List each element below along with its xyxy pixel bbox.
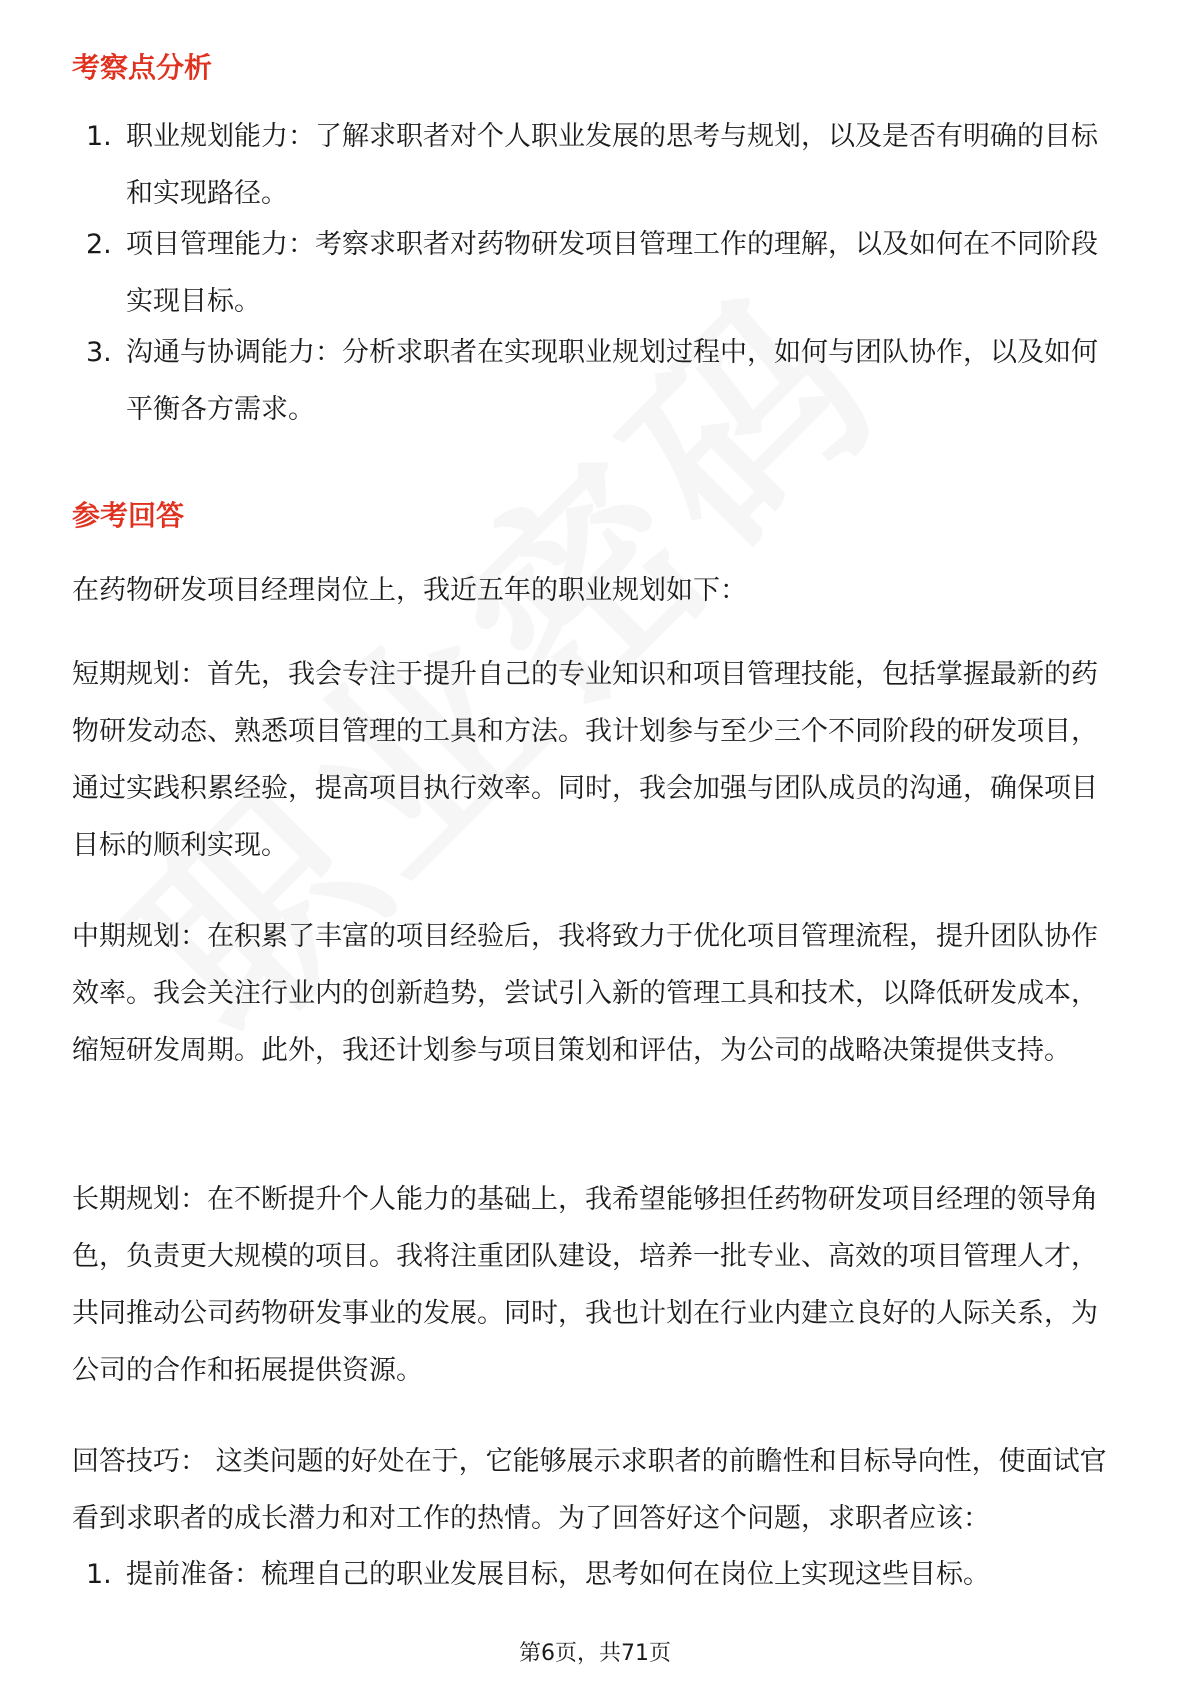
analysis-item-2 — [72, 216, 1122, 330]
list-text: 提前准备：梳理自己的职业发展目标，思考如何在岗位上实现这些目标。 — [126, 1559, 990, 1590]
list-number: 1. — [86, 1559, 112, 1590]
analysis-heading: 考察点分析 — [72, 51, 213, 84]
short-term-paragraph: 短期规划：首先，我会专注于提升自己的专业知识和项目管理技能，包括掌握最新的药物研发动态、熟悉项目管理的工具和方法。我计划参与至少三个不同阶段的研发项目，通过实践积累经验，提高项目执行效率。同时，我会加强与团队成员的沟通，确保项目目标的顺利实现。 — [72, 659, 1098, 861]
list-number: 2. — [86, 229, 112, 260]
list-text: 职业规划能力：了解求职者对个人职业发展的思考与规划，以及是否有明确的目标和实现路径。 — [126, 121, 1098, 209]
list-number: 3. — [86, 337, 112, 368]
answer-heading: 参考回答 — [72, 499, 185, 532]
mid-term-paragraph: 中期规划：在积累了丰富的项目经验后，我将致力于优化项目管理流程，提升团队协作效率。我会关注行业内的创新趋势，尝试引入新的管理工具和技术，以降低研发成本，缩短研发周期。此外，我还计划参与项目策划和评估，为公司的战略决策提供支持。 — [72, 921, 1098, 1066]
analysis-item-1 — [72, 108, 1122, 222]
list-text: 沟通与协调能力：分析求职者在实现职业规划过程中，如何与团队协作，以及如何平衡各方需求。 — [126, 337, 1098, 425]
page-footer: 第6页，共71页 — [519, 1641, 671, 1666]
long-term-paragraph: 长期规划：在不断提升个人能力的基础上，我希望能够担任药物研发项目经理的领导角色，负责更大规模的项目。我将注重团队建设，培养一批专业、高效的项目管理人才，共同推动公司药物研发事业的发展。同时，我也计划在行业内建立良好的人际关系，为公司的合作和拓展提供资源。 — [72, 1184, 1098, 1386]
tip-item-1 — [72, 1546, 1122, 1603]
list-number: 1. — [86, 121, 112, 152]
answer-intro: 在药物研发项目经理岗位上，我近五年的职业规划如下： — [72, 575, 747, 606]
tips-paragraph: 回答技巧： 这类问题的好处在于，它能够展示求职者的前瞻性和目标导向性，使面试官看到求职者的成长潜力和对工作的热情。为了回答好这个问题，求职者应该： — [72, 1446, 1107, 1534]
analysis-item-3 — [72, 324, 1122, 438]
list-text: 项目管理能力：考察求职者对药物研发项目管理工作的理解，以及如何在不同阶段实现目标。 — [126, 229, 1098, 317]
